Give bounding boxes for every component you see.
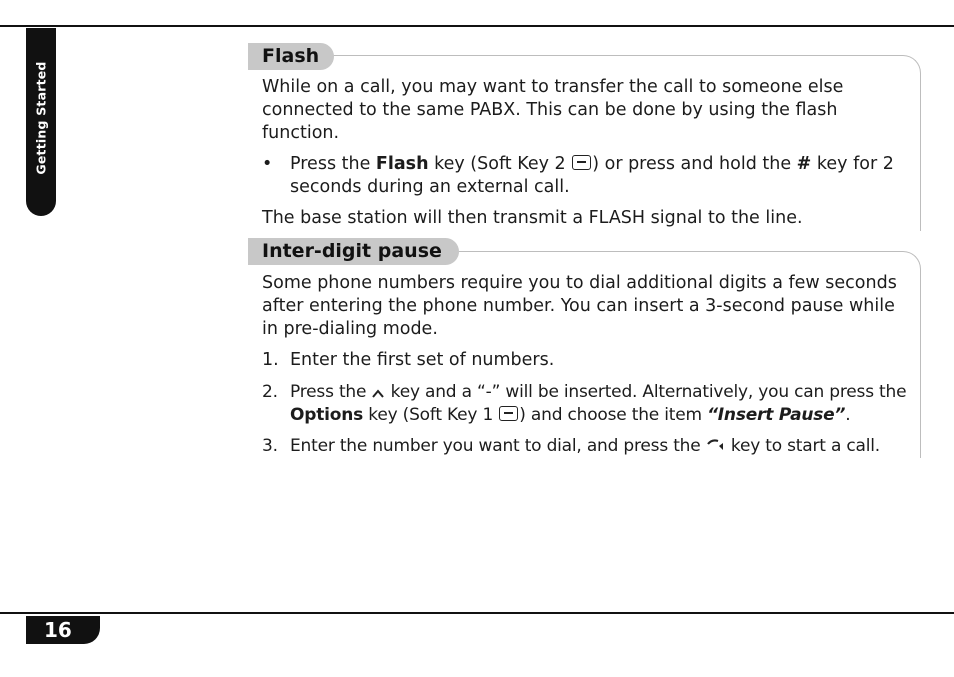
flash-outro: The base station will then transmit a FLASH signal to the line. <box>262 208 803 228</box>
page-number: 16 <box>26 616 100 644</box>
step-1-text: Enter the first set of numbers. <box>290 350 555 370</box>
step-1-number: 1. <box>262 350 279 370</box>
top-rule <box>0 25 954 27</box>
bottom-rule <box>0 612 954 614</box>
insert-pause-item: “Insert Pause” <box>707 405 846 425</box>
up-arrow-icon <box>371 382 385 402</box>
flash-key-label: Flash <box>375 154 429 174</box>
pause-intro: Some phone numbers require you to dial additional digits a few seconds after entering the phone number. You can insert a 3-second pause while in pre-dialing mode. <box>262 273 897 339</box>
flash-intro: While on a call, you may want to transfer the call to someone else connected to the same PABX. This can be done by using the flash function. <box>262 77 844 143</box>
soft-key-icon <box>499 406 518 421</box>
step-2-number: 2. <box>262 382 278 402</box>
flash-heading: Flash <box>248 43 334 70</box>
hash-key-label: # <box>796 154 812 174</box>
pause-heading: Inter-digit pause <box>248 238 459 265</box>
step-3-number: 3. <box>262 436 278 456</box>
soft-key-icon <box>572 155 591 170</box>
chapter-tab-label: Getting Started <box>33 61 49 175</box>
bullet-marker: • <box>262 154 273 174</box>
call-key-icon <box>706 436 726 456</box>
options-key-label: Options <box>290 405 364 425</box>
